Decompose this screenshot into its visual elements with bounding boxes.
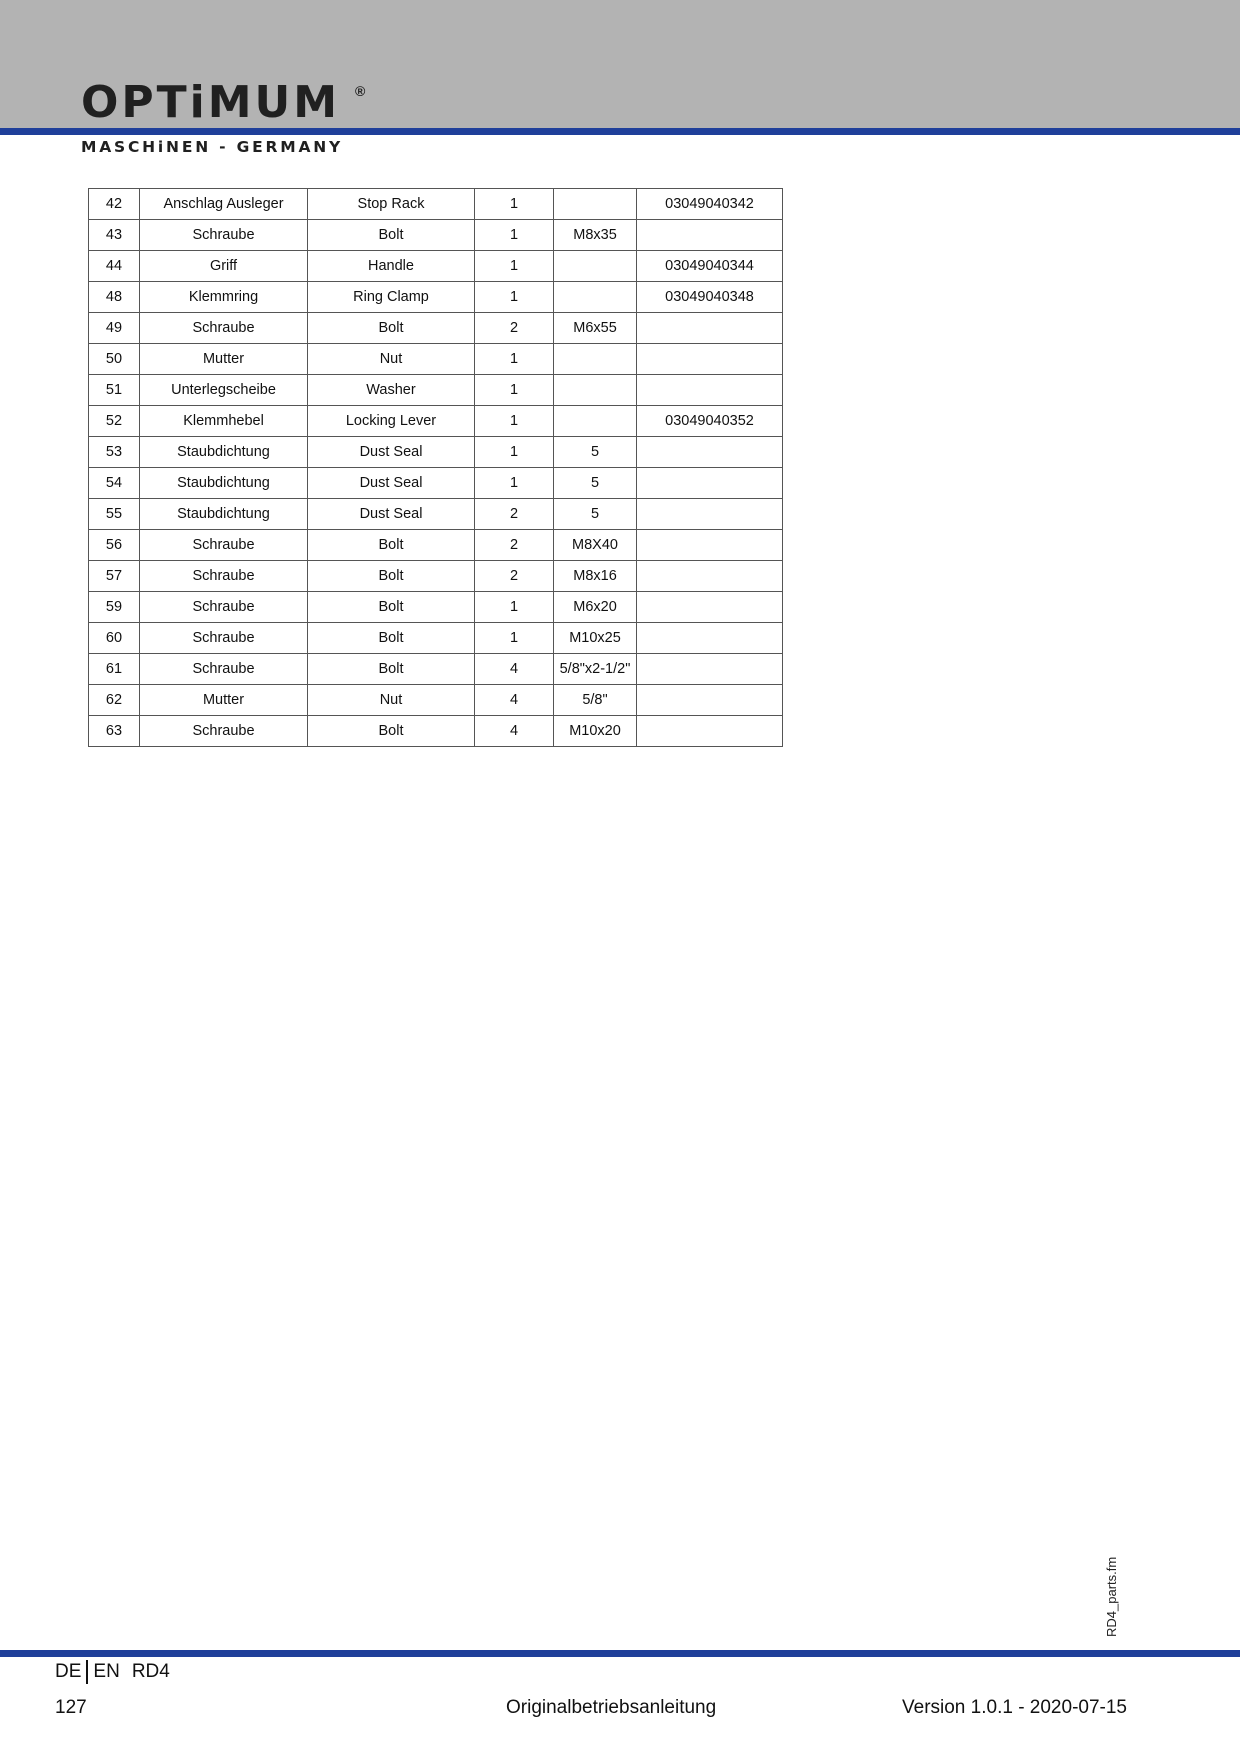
- article-no-cell: [637, 344, 783, 375]
- name-de-cell: Schraube: [140, 623, 308, 654]
- pos-cell: 50: [89, 344, 140, 375]
- name-de-cell: Schraube: [140, 530, 308, 561]
- size-cell: M10x20: [554, 716, 637, 747]
- qty-cell: 2: [475, 313, 554, 344]
- article-no-cell: [637, 623, 783, 654]
- table-row: [89, 716, 783, 747]
- article-no-cell: [637, 561, 783, 592]
- lang-en: EN: [93, 1661, 120, 1682]
- size-cell: [554, 375, 637, 406]
- name-de-cell: Mutter: [140, 344, 308, 375]
- name-en-cell: Bolt: [308, 313, 475, 344]
- qty-cell: 1: [475, 406, 554, 437]
- pos-cell: 63: [89, 716, 140, 747]
- pos-cell: 51: [89, 375, 140, 406]
- size-cell: M8X40: [554, 530, 637, 561]
- pos-cell: 44: [89, 251, 140, 282]
- table-row: [89, 406, 783, 437]
- table-row: [89, 375, 783, 406]
- table-row: [89, 592, 783, 623]
- name-en-cell: Dust Seal: [308, 437, 475, 468]
- pos-cell: 59: [89, 592, 140, 623]
- page-number: 127: [55, 1697, 87, 1718]
- article-no-cell: 03049040348: [637, 282, 783, 313]
- name-de-cell: Schraube: [140, 716, 308, 747]
- qty-cell: 4: [475, 716, 554, 747]
- name-de-cell: Anschlag Ausleger: [140, 189, 308, 220]
- article-no-cell: [637, 220, 783, 251]
- name-de-cell: Klemmring: [140, 282, 308, 313]
- name-en-cell: Ring Clamp: [308, 282, 475, 313]
- size-cell: 5/8"x2-1/2": [554, 654, 637, 685]
- brand-logo: [81, 77, 377, 160]
- logo-registered-mark: ®: [355, 83, 366, 99]
- table-row: [89, 189, 783, 220]
- size-cell: 5: [554, 499, 637, 530]
- pos-cell: 48: [89, 282, 140, 313]
- article-no-cell: [637, 685, 783, 716]
- size-cell: 5/8": [554, 685, 637, 716]
- qty-cell: 1: [475, 251, 554, 282]
- name-en-cell: Locking Lever: [308, 406, 475, 437]
- pos-cell: 62: [89, 685, 140, 716]
- pos-cell: 61: [89, 654, 140, 685]
- name-en-cell: Bolt: [308, 716, 475, 747]
- article-no-cell: 03049040344: [637, 251, 783, 282]
- name-en-cell: Nut: [308, 685, 475, 716]
- pos-cell: 57: [89, 561, 140, 592]
- table-row: [89, 654, 783, 685]
- size-cell: [554, 406, 637, 437]
- table-row: [89, 437, 783, 468]
- article-no-cell: [637, 499, 783, 530]
- qty-cell: 4: [475, 654, 554, 685]
- pos-cell: 52: [89, 406, 140, 437]
- size-cell: [554, 282, 637, 313]
- model-name: RD4: [131, 1661, 170, 1682]
- name-en-cell: Bolt: [308, 654, 475, 685]
- table-row: [89, 468, 783, 499]
- name-de-cell: Mutter: [140, 685, 308, 716]
- name-de-cell: Klemmhebel: [140, 406, 308, 437]
- page-footer: [55, 1697, 1127, 1723]
- qty-cell: 1: [475, 344, 554, 375]
- article-no-cell: 03049040352: [637, 406, 783, 437]
- table-row: [89, 530, 783, 561]
- name-de-cell: Schraube: [140, 561, 308, 592]
- size-cell: M10x25: [554, 623, 637, 654]
- pos-cell: 56: [89, 530, 140, 561]
- name-en-cell: Washer: [308, 375, 475, 406]
- table-row: [89, 623, 783, 654]
- name-de-cell: Schraube: [140, 220, 308, 251]
- qty-cell: 1: [475, 375, 554, 406]
- qty-cell: 1: [475, 189, 554, 220]
- table-row: [89, 344, 783, 375]
- table-row: [89, 251, 783, 282]
- article-no-cell: [637, 468, 783, 499]
- name-de-cell: Unterlegscheibe: [140, 375, 308, 406]
- qty-cell: 1: [475, 623, 554, 654]
- pos-cell: 43: [89, 220, 140, 251]
- pos-cell: 54: [89, 468, 140, 499]
- qty-cell: 1: [475, 437, 554, 468]
- qty-cell: 1: [475, 468, 554, 499]
- name-de-cell: Schraube: [140, 592, 308, 623]
- table-row: [89, 561, 783, 592]
- document-title: Originalbetriebsanleitung: [506, 1697, 717, 1718]
- pos-cell: 53: [89, 437, 140, 468]
- article-no-cell: [637, 313, 783, 344]
- name-de-cell: Staubdichtung: [140, 437, 308, 468]
- size-cell: M8x35: [554, 220, 637, 251]
- qty-cell: 2: [475, 561, 554, 592]
- name-en-cell: Dust Seal: [308, 499, 475, 530]
- name-en-cell: Bolt: [308, 592, 475, 623]
- table-row: [89, 220, 783, 251]
- pos-cell: 42: [89, 189, 140, 220]
- size-cell: [554, 189, 637, 220]
- name-en-cell: Bolt: [308, 220, 475, 251]
- size-cell: M6x55: [554, 313, 637, 344]
- name-en-cell: Bolt: [308, 561, 475, 592]
- name-en-cell: Handle: [308, 251, 475, 282]
- name-de-cell: Staubdichtung: [140, 499, 308, 530]
- size-cell: [554, 344, 637, 375]
- name-en-cell: Nut: [308, 344, 475, 375]
- name-de-cell: Schraube: [140, 313, 308, 344]
- pos-cell: 55: [89, 499, 140, 530]
- name-en-cell: Bolt: [308, 623, 475, 654]
- article-no-cell: [637, 716, 783, 747]
- size-cell: M6x20: [554, 592, 637, 623]
- lang-separator: [86, 1660, 88, 1684]
- name-en-cell: Bolt: [308, 530, 475, 561]
- parts-table: [88, 188, 783, 747]
- table-row: [89, 282, 783, 313]
- size-cell: 5: [554, 437, 637, 468]
- table-row: [89, 499, 783, 530]
- lang-de: DE: [55, 1661, 82, 1682]
- logo-wordmark: OPTiMUM: [81, 77, 341, 128]
- article-no-cell: 03049040342: [637, 189, 783, 220]
- article-no-cell: [637, 437, 783, 468]
- version-info: Version 1.0.1 - 2020-07-15: [902, 1697, 1127, 1718]
- size-cell: 5: [554, 468, 637, 499]
- article-no-cell: [637, 654, 783, 685]
- pos-cell: 49: [89, 313, 140, 344]
- article-no-cell: [637, 375, 783, 406]
- qty-cell: 1: [475, 220, 554, 251]
- qty-cell: 4: [475, 685, 554, 716]
- name-en-cell: Stop Rack: [308, 189, 475, 220]
- name-de-cell: Griff: [140, 251, 308, 282]
- article-no-cell: [637, 592, 783, 623]
- parts-table-body: [89, 189, 783, 747]
- language-line: [55, 1660, 170, 1684]
- logo-tagline: MASCHiNEN - GERMANY: [81, 138, 344, 156]
- table-row: [89, 313, 783, 344]
- name-de-cell: Staubdichtung: [140, 468, 308, 499]
- pos-cell: 60: [89, 623, 140, 654]
- qty-cell: 1: [475, 282, 554, 313]
- footer-rule: [0, 1650, 1240, 1657]
- qty-cell: 2: [475, 530, 554, 561]
- name-de-cell: Schraube: [140, 654, 308, 685]
- qty-cell: 2: [475, 499, 554, 530]
- article-no-cell: [637, 530, 783, 561]
- side-filename-text: RD4_parts.fm: [1104, 1556, 1119, 1637]
- size-cell: [554, 251, 637, 282]
- name-en-cell: Dust Seal: [308, 468, 475, 499]
- table-row: [89, 685, 783, 716]
- size-cell: M8x16: [554, 561, 637, 592]
- qty-cell: 1: [475, 592, 554, 623]
